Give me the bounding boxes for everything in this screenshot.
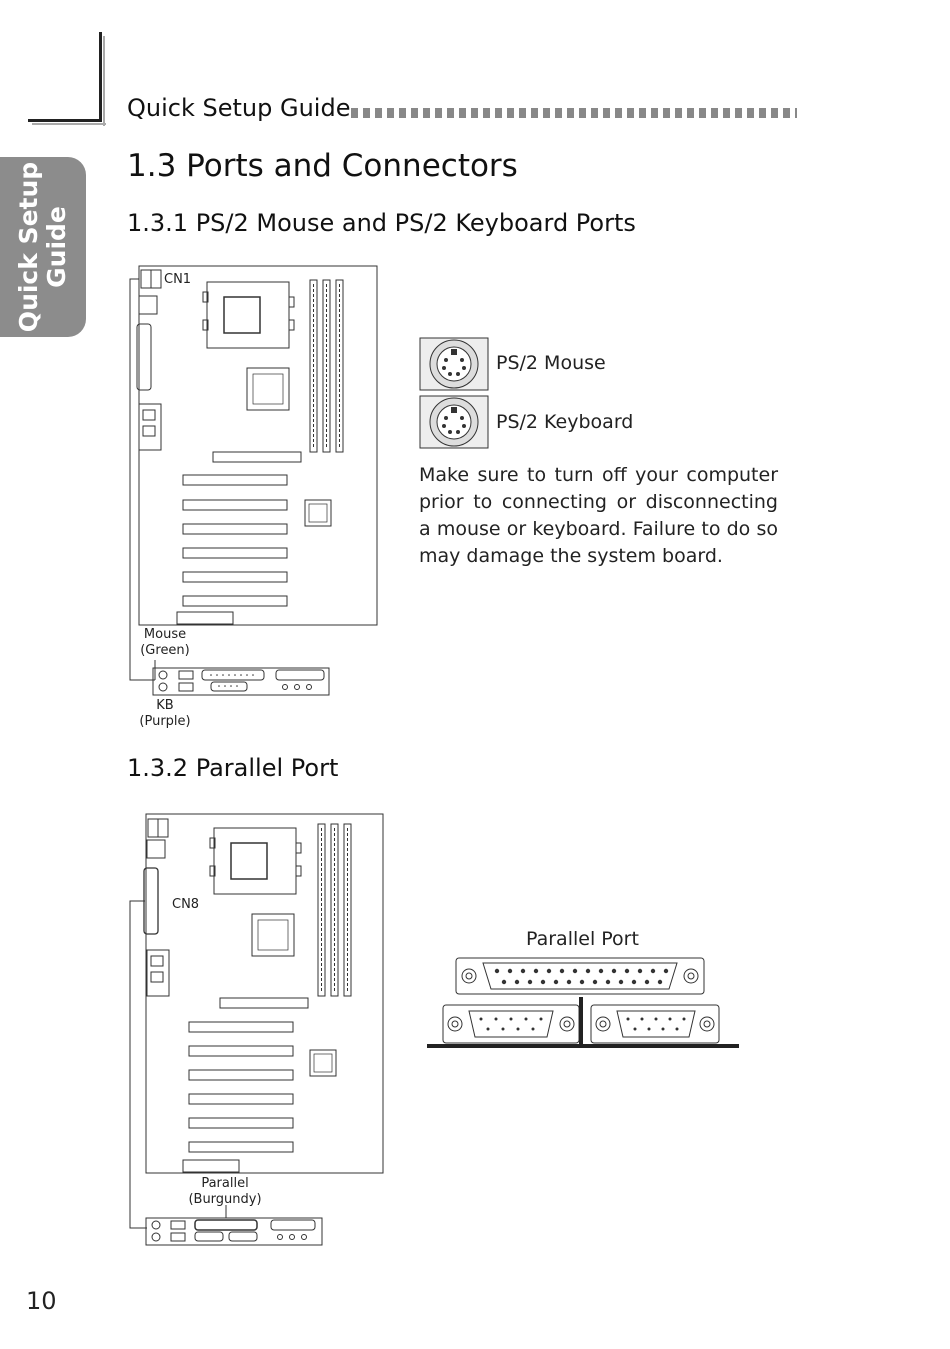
corner-mark-shadow [103, 36, 105, 126]
corner-mark-shadow-h [32, 123, 106, 125]
page-number: 10 [26, 1287, 57, 1315]
parallel-board-label [186, 1176, 264, 1208]
ps2-warning-paragraph: Make sure to turn off your computer prior to connecting or disconnecting a mouse or keyboard. Failure to do so may damage the system board. [419, 464, 778, 567]
corner-mark [99, 32, 102, 122]
board-diagram-ps2 [125, 262, 385, 742]
parallel-port-label: Parallel Port [526, 928, 639, 950]
running-header: Quick Setup Guide [127, 94, 351, 122]
kb-label-line2: (Purple) [139, 714, 191, 729]
mouse-label-line1: Mouse [143, 627, 187, 642]
side-tab-line2: Guide [42, 206, 71, 288]
header-dot-rule [351, 108, 797, 118]
subsection-title-ps2: 1.3.1 PS/2 Mouse and PS/2 Keyboard Ports [127, 209, 636, 237]
kb-label [136, 698, 194, 730]
side-tab [0, 157, 86, 337]
ps2-keyboard-label: PS/2 Keyboard [496, 411, 634, 433]
parallel-port-illustration [425, 955, 741, 1050]
ps2-keyboard-port-icon [419, 395, 489, 449]
ps2-mouse-port-icon [419, 337, 489, 391]
corner-mark-h [28, 119, 102, 122]
parallel-board-label-line1: Parallel [201, 1176, 249, 1191]
section-title: 1.3 Ports and Connectors [127, 148, 518, 184]
side-tab-line1: Quick Setup [14, 161, 43, 333]
kb-label-line1: KB [156, 698, 174, 713]
ps2-mouse-label: PS/2 Mouse [496, 352, 606, 374]
connector-label-cn1: CN1 [164, 272, 192, 287]
side-tab-text [15, 162, 71, 332]
mouse-label [136, 627, 194, 659]
parallel-board-label-line2: (Burgundy) [188, 1192, 262, 1207]
subsection-title-parallel: 1.3.2 Parallel Port [127, 754, 339, 782]
connector-label-cn8: CN8 [172, 897, 200, 912]
mouse-label-line2: (Green) [140, 643, 190, 658]
